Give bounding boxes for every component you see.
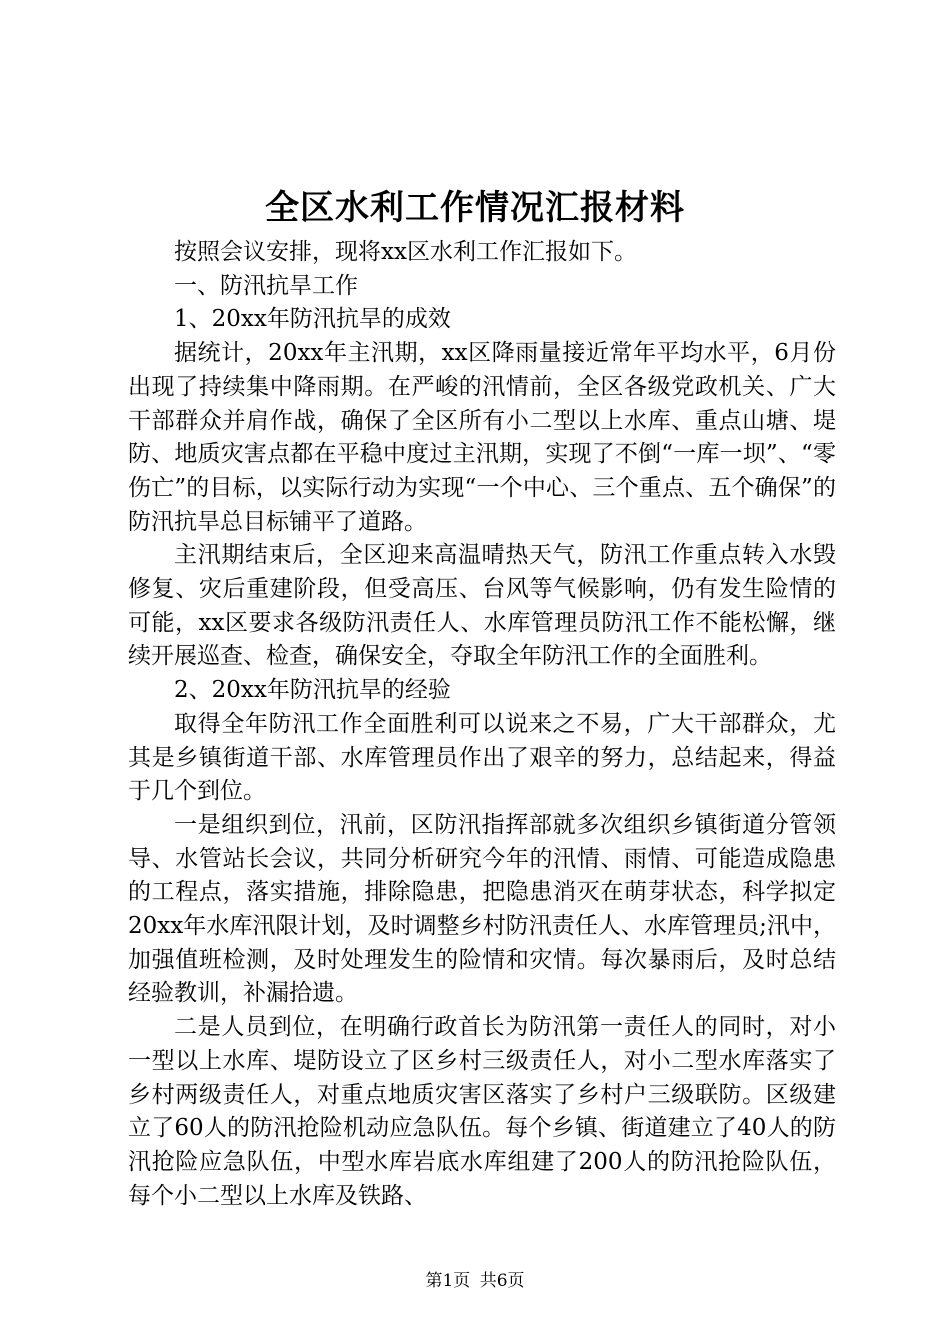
- subsection-heading: 2、20xx年防汛抗旱的经验: [174, 677, 451, 704]
- page-footer: [0, 1270, 950, 1292]
- paragraph: 据统计，20xx年主汛期，xx区降雨量接近常年平均水平，6月份出现了持续集中降雨期。在严峻的汛情前，全区各级党政机关、广大干部群众并肩作战，确保了全区所有小二型以上水库、重点山塘、堤防、地质灾害点都在平稳中度过主汛期，实现了不倒“一库一坝”、“零伤亡”的目标，以实际行动为实现“一个中心、三个重点、五个确保”的防汛抗旱总目标铺平了道路。: [128, 340, 836, 535]
- subsection-heading: 1、20xx年防汛抗旱的成效: [174, 306, 451, 333]
- paragraph: 主汛期结束后，全区迎来高温晴热天气，防汛工作重点转入水毁修复、灾后重建阶段，但受高压、台风等气候影响，仍有发生险情的可能，xx区要求各级防汛责任人、水库管理员防汛工作不能松懈，继续开展巡查、检查，确保安全，夺取全年防汛工作的全面胜利。: [128, 542, 836, 670]
- document-title: 全区水利工作情况汇报材料: [265, 188, 685, 228]
- page-total: 共6页: [479, 1271, 525, 1291]
- paragraph-intro: 按照会议安排，现将xx区水利工作汇报如下。: [174, 239, 637, 265]
- section-heading: 一、防汛抗旱工作: [174, 272, 358, 299]
- document-body: [128, 236, 836, 1213]
- paragraph: 二是人员到位，在明确行政首长为防汛第一责任人的同时，对小一型以上水库、堤防设立了区乡村三级责任人，对小二型水库落实了乡村两级责任人，对重点地质灾害区落实了乡村户三级联防。区级建立了60人的防汛抢险机动应急队伍。每个乡镇、街道建立了40人的防汛抢险应急队伍，中型水库岩底水库组建了200人的防汛抢险队伍，每个小二型以上水库及铁路、: [128, 1014, 836, 1209]
- paragraph: 取得全年防汛工作全面胜利可以说来之不易，广大干部群众，尤其是乡镇街道干部、水库管理员作出了艰辛的努力，总结起来，得益于几个到位。: [128, 710, 836, 805]
- page-number: 第1页: [425, 1271, 471, 1291]
- paragraph: 一是组织到位，汛前，区防汛指挥部就多次组织乡镇街道分管领导、水管站长会议，共同分析研究今年的汛情、雨情、可能造成隐患的工程点，落实措施，排除隐患，把隐患消灭在萌芽状态，科学拟定20xx年水库汛限计划，及时调整乡村防汛责任人、水库管理员;汛中，加强值班检测，及时处理发生的险情和灾情。每次暴雨后，及时总结经验教训，补漏拾遗。: [128, 811, 836, 1007]
